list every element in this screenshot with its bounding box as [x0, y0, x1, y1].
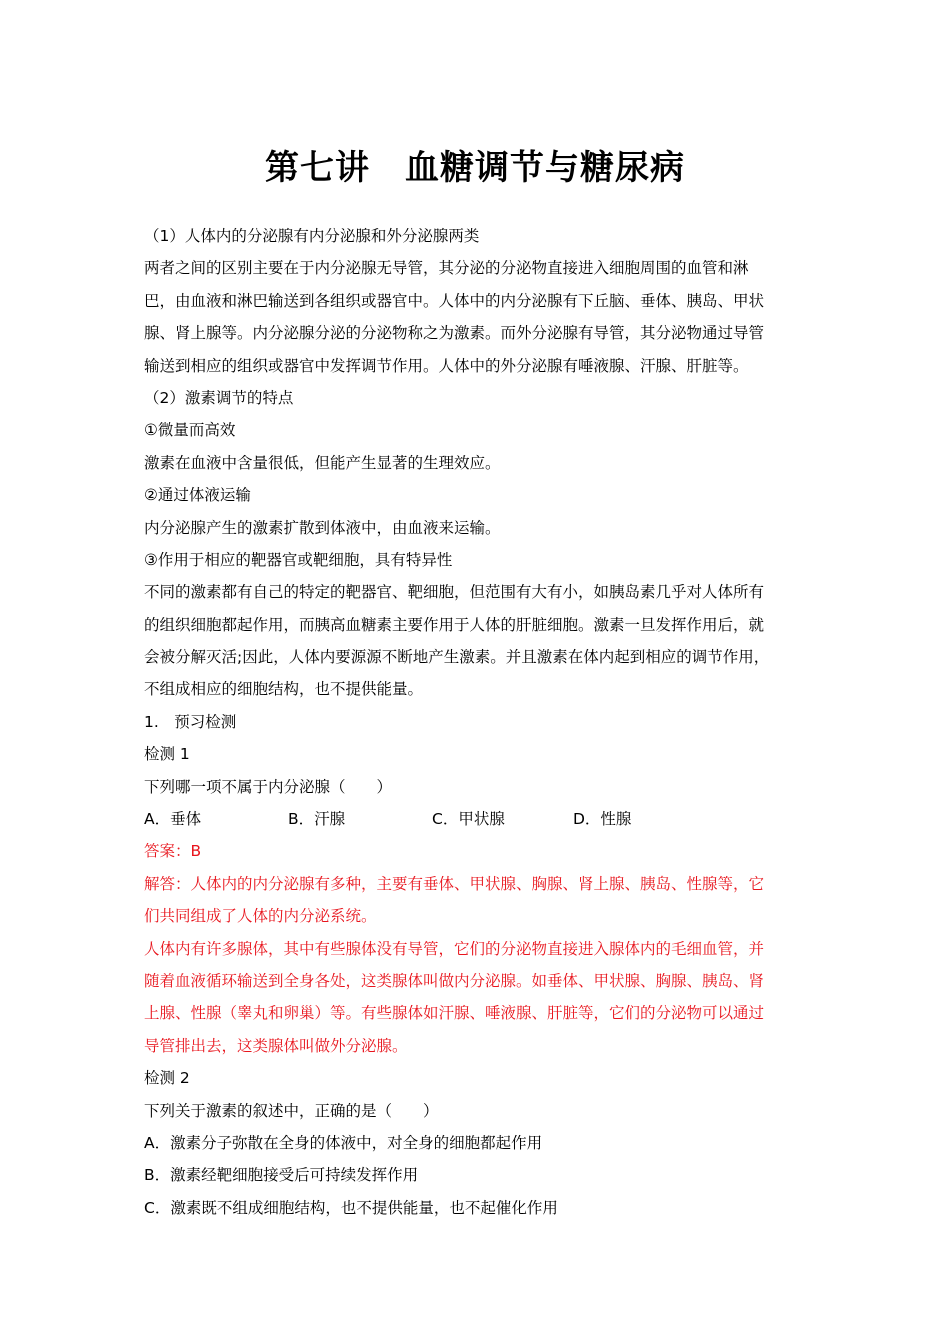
paragraph-line: 不组成相应的细胞结构，也不提供能量。 — [144, 680, 424, 699]
explanation-line: 解答：人体内的内分泌腺有多种，主要有垂体、甲状腺、胸腺、肾上腺、胰岛、性腺等，它 — [144, 874, 765, 893]
sub-heading: ②通过体液运输 — [144, 486, 251, 505]
option-b: B．激素经靶细胞接受后可持续发挥作用 — [144, 1166, 419, 1185]
paragraph-line: 不同的激素都有自己的特定的靶器官、靶细胞，但范围有大有小，如胰岛素几乎对人体所有 — [144, 583, 765, 602]
option-a: A．激素分子弥散在全身的体液中，对全身的细胞都起作用 — [144, 1133, 543, 1152]
answer-line: 答案：B — [144, 842, 202, 861]
question-label: 检测 2 — [144, 1069, 190, 1088]
sub-heading: ①微量而高效 — [144, 421, 236, 440]
explanation-line: 们共同组成了人体的内分泌系统。 — [144, 907, 377, 926]
option-d: D．性腺 — [573, 810, 632, 829]
option-c: C．激素既不组成细胞结构，也不提供能量，也不起催化作用 — [144, 1198, 558, 1217]
question-label: 检测 1 — [144, 745, 190, 764]
explanation-line: 人体内有许多腺体，其中有些腺体没有导管，它们的分泌物直接进入腺体内的毛细血管，并 — [144, 939, 765, 958]
option-c: C．甲状腺 — [432, 810, 505, 829]
explanation-line: 随着血液循环输送到全身各处，这类腺体叫做内分泌腺。如垂体、甲状腺、胸腺、胰岛、肾 — [144, 971, 765, 990]
numbered-heading: 1. 预习检测 — [144, 712, 237, 731]
option-b: B．汗腺 — [288, 810, 346, 829]
question-stem: 下列哪一项不属于内分泌腺（ ） — [144, 777, 393, 796]
explanation-line: 导管排出去，这类腺体叫做外分泌腺。 — [144, 1036, 408, 1055]
paragraph-line: 会被分解灭活;因此，人体内要源源不断地产生激素。并且激素在体内起到相应的调节作用， — [144, 648, 770, 667]
section-heading: （1）人体内的分泌腺有内分泌腺和外分泌腺两类 — [144, 227, 480, 245]
section-heading: （2）激素调节的特点 — [144, 388, 294, 407]
document-body — [144, 220, 809, 1224]
paragraph-line: 腺、肾上腺等。内分泌腺分泌的分泌物称之为激素。而外分泌腺有导管，其分泌物通过导管 — [144, 324, 765, 343]
question-options — [144, 803, 809, 835]
sub-heading: ③作用于相应的靶器官或靶细胞，具有特异性 — [144, 550, 453, 569]
paragraph-line: 输送到相应的组织或器官中发挥调节作用。人体中的外分泌腺有唾液腺、汗腺、肝脏等。 — [144, 356, 749, 375]
paragraph-line: 内分泌腺产生的激素扩散到体液中，由血液来运输。 — [144, 518, 501, 537]
question-stem: 下列关于激素的叙述中，正确的是（ ） — [144, 1101, 439, 1120]
paragraph-line: 的组织细胞都起作用，而胰高血糖素主要作用于人体的肝脏细胞。激素一旦发挥作用后，就 — [144, 615, 765, 634]
paragraph-line: 两者之间的区别主要在于内分泌腺无导管，其分泌的分泌物直接进入细胞周围的血管和淋 — [144, 259, 749, 278]
page-title: 第七讲 血糖调节与糖尿病 — [265, 148, 685, 188]
option-a: A．垂体 — [144, 810, 202, 829]
paragraph-line: 巴，由血液和淋巴输送到各组织或器官中。人体中的内分泌腺有下丘脑、垂体、胰岛、甲状 — [144, 291, 765, 310]
explanation-line: 上腺、性腺（睾丸和卵巢）等。有些腺体如汗腺、唾液腺、肝脏等，它们的分泌物可以通过 — [144, 1004, 765, 1023]
paragraph-line: 激素在血液中含量很低，但能产生显著的生理效应。 — [144, 453, 501, 472]
